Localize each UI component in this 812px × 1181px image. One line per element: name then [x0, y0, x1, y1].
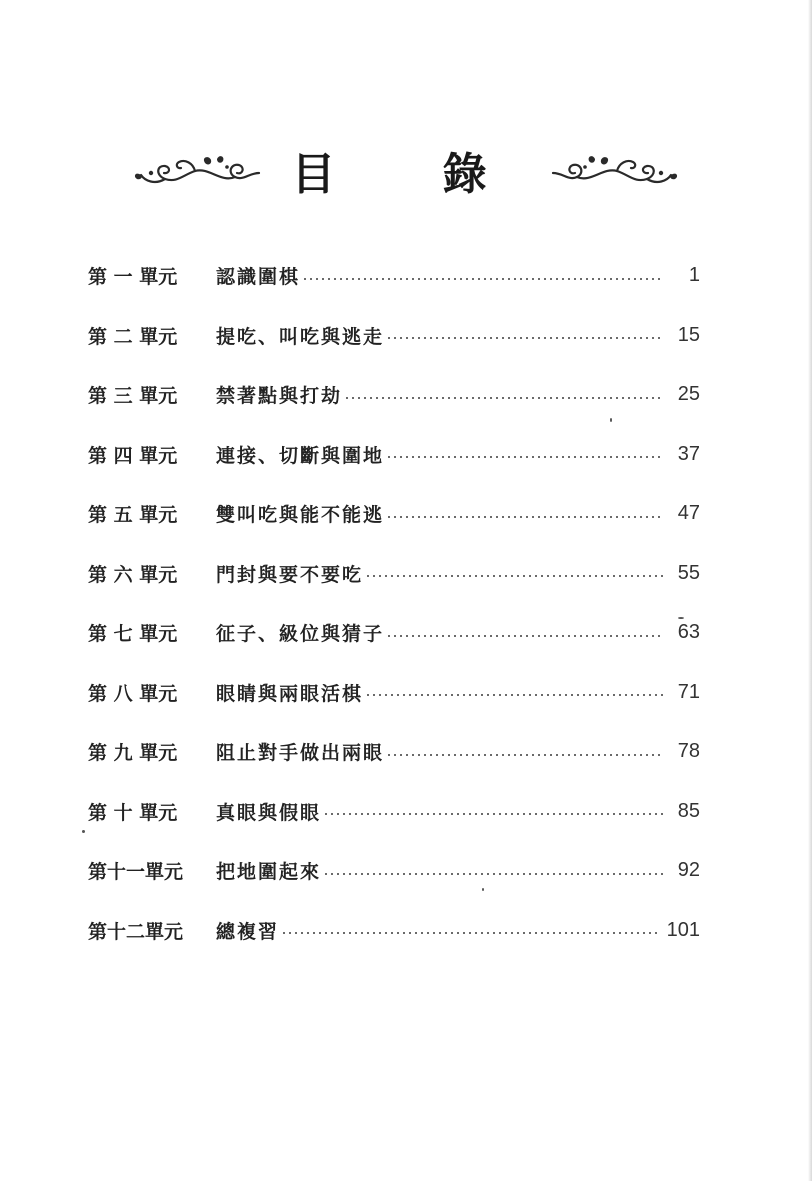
left-flourish-icon — [131, 153, 261, 187]
topic-title: 連接、切斷與圍地 — [216, 444, 385, 467]
dot-leader — [302, 278, 664, 280]
topic-title: 雙叫吃與能不能逃 — [216, 504, 385, 527]
topic-title: 禁著點與打劫 — [216, 385, 343, 408]
unit-label: 第 一 單元 — [88, 266, 178, 289]
unit-label: 第十二單元 — [88, 920, 184, 943]
scan-speck — [82, 830, 85, 833]
unit-label: 第 八 單元 — [88, 682, 178, 705]
topic-title: 把地圍起來 — [216, 861, 322, 884]
toc-entry[interactable] — [88, 901, 700, 961]
toc-entry[interactable] — [88, 782, 700, 842]
dot-leader — [344, 397, 664, 399]
title-row — [0, 135, 812, 205]
scan-speck — [678, 617, 684, 619]
unit-label: 第 二 單元 — [88, 325, 178, 348]
dot-leader — [386, 754, 664, 756]
toc-entry[interactable] — [88, 603, 700, 663]
page-title: 目 錄 — [291, 149, 533, 200]
dot-leader — [281, 932, 661, 934]
toc-entry[interactable] — [88, 722, 700, 782]
unit-label: 第 四 單元 — [88, 444, 178, 467]
toc-entry[interactable] — [88, 484, 700, 544]
topic-title: 眼睛與兩眼活棋 — [216, 682, 364, 705]
unit-label: 第 十 單元 — [88, 801, 178, 824]
page-number: 71 — [677, 680, 700, 703]
page-number: 63 — [677, 621, 700, 644]
toc-entry[interactable] — [88, 246, 700, 306]
unit-label: 第 九 單元 — [88, 742, 178, 765]
toc-entry[interactable] — [88, 841, 700, 901]
dot-leader — [365, 694, 664, 696]
unit-label: 第 五 單元 — [88, 504, 178, 527]
toc-entry[interactable] — [88, 663, 700, 723]
dot-leader — [323, 873, 664, 875]
page-number: 1 — [688, 264, 700, 287]
page-number: 15 — [677, 323, 700, 346]
table-of-contents — [88, 246, 700, 960]
page-number: 92 — [677, 859, 700, 882]
topic-title: 提吃、叫吃與逃走 — [216, 325, 385, 348]
toc-entry[interactable] — [88, 425, 700, 485]
dot-leader — [323, 813, 664, 815]
dot-leader — [386, 456, 664, 458]
dot-leader — [386, 635, 664, 637]
page-number: 25 — [677, 383, 700, 406]
page-number: 37 — [677, 442, 700, 465]
page-number: 55 — [677, 561, 700, 584]
scan-speck — [482, 888, 484, 891]
unit-label: 第十一單元 — [88, 861, 184, 884]
topic-title: 真眼與假眼 — [216, 801, 322, 824]
dot-leader — [365, 575, 664, 577]
toc-entry[interactable] — [88, 365, 700, 425]
page-number: 101 — [666, 918, 700, 941]
topic-title: 總複習 — [216, 920, 280, 943]
topic-title: 門封與要不要吃 — [216, 563, 364, 586]
unit-label: 第 三 單元 — [88, 385, 178, 408]
topic-title: 認識圍棋 — [216, 266, 301, 289]
right-flourish-icon — [551, 153, 681, 187]
unit-label: 第 七 單元 — [88, 623, 178, 646]
scan-speck — [610, 418, 612, 422]
page-number: 78 — [677, 740, 700, 763]
toc-entry[interactable] — [88, 544, 700, 604]
unit-label: 第 六 單元 — [88, 563, 178, 586]
dot-leader — [386, 337, 664, 339]
page-number: 85 — [677, 799, 700, 822]
toc-entry[interactable] — [88, 306, 700, 366]
topic-title: 阻止對手做出兩眼 — [216, 742, 385, 765]
topic-title: 征子、級位與猜子 — [216, 623, 385, 646]
dot-leader — [386, 516, 664, 518]
page-number: 47 — [677, 502, 700, 525]
